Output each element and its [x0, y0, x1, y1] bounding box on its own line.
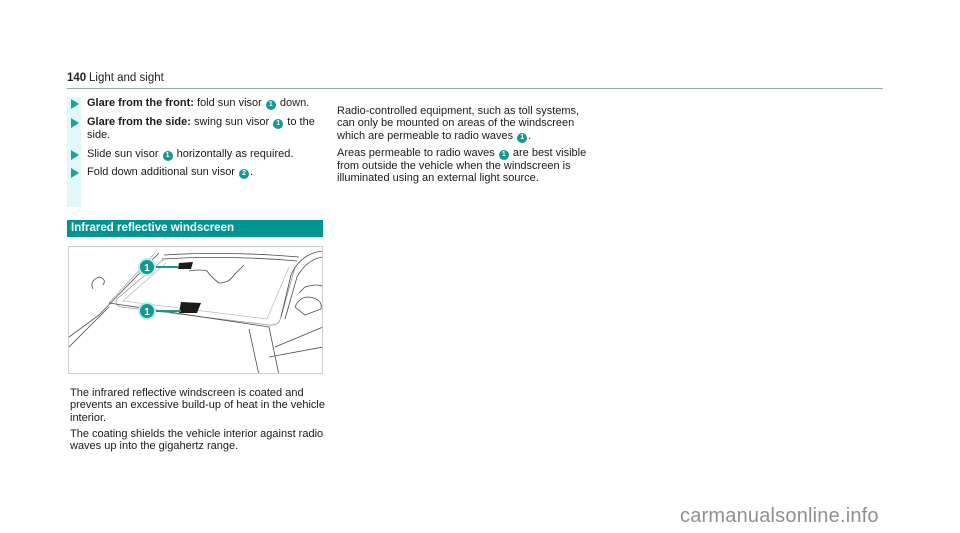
svg-text:1: 1	[144, 307, 150, 318]
callout-badge: 1	[273, 119, 283, 129]
arrow-icon	[71, 150, 79, 160]
windscreen-illustration	[68, 246, 323, 374]
watermark: carmanualsonline.info	[680, 505, 879, 527]
paragraph: The infrared reflective windscreen is coated and prevents an excessive build-up of heat in the vehicle interior.	[70, 387, 325, 424]
page-number: 140	[67, 72, 87, 84]
callout-badge: 1	[163, 151, 173, 161]
callout-badge: 1	[517, 133, 527, 143]
callout-badge: 1	[266, 100, 276, 110]
right-column-body	[337, 105, 597, 188]
list-item: Fold down additional sun visor 2 .	[67, 166, 327, 180]
section-body	[70, 387, 330, 456]
paragraph: The coating shields the vehicle interior against radio waves up into the gigahertz range.	[70, 427, 324, 453]
section-heading: Infrared reflective windscreen	[67, 220, 323, 237]
list-item: Glare from the front: fold sun visor 1 down.	[67, 97, 327, 111]
svg-text:1: 1	[144, 263, 150, 274]
arrow-icon	[71, 99, 79, 109]
list-item: Slide sun visor 1 horizontally as required.	[67, 148, 327, 162]
car-windscreen-icon	[69, 247, 323, 374]
callout-badge: 1	[499, 150, 509, 160]
paragraph: Areas permeable to radio waves 1 are best visible from outside the vehicle when the windscreen is illuminated using an external light source.	[337, 146, 587, 184]
paragraph: Radio-controlled equipment, such as toll systems, can only be mounted on areas of the windscreen which are permeable to radio waves 1 .	[337, 105, 580, 142]
list-item: Glare from the side: swing sun visor 1 to the side.	[67, 116, 327, 143]
page-header	[67, 62, 883, 89]
section-title: Light and sight	[89, 72, 164, 84]
arrow-icon	[71, 118, 79, 128]
instruction-list	[67, 97, 327, 185]
arrow-icon	[71, 168, 79, 178]
callout-badge: 2	[239, 169, 249, 179]
